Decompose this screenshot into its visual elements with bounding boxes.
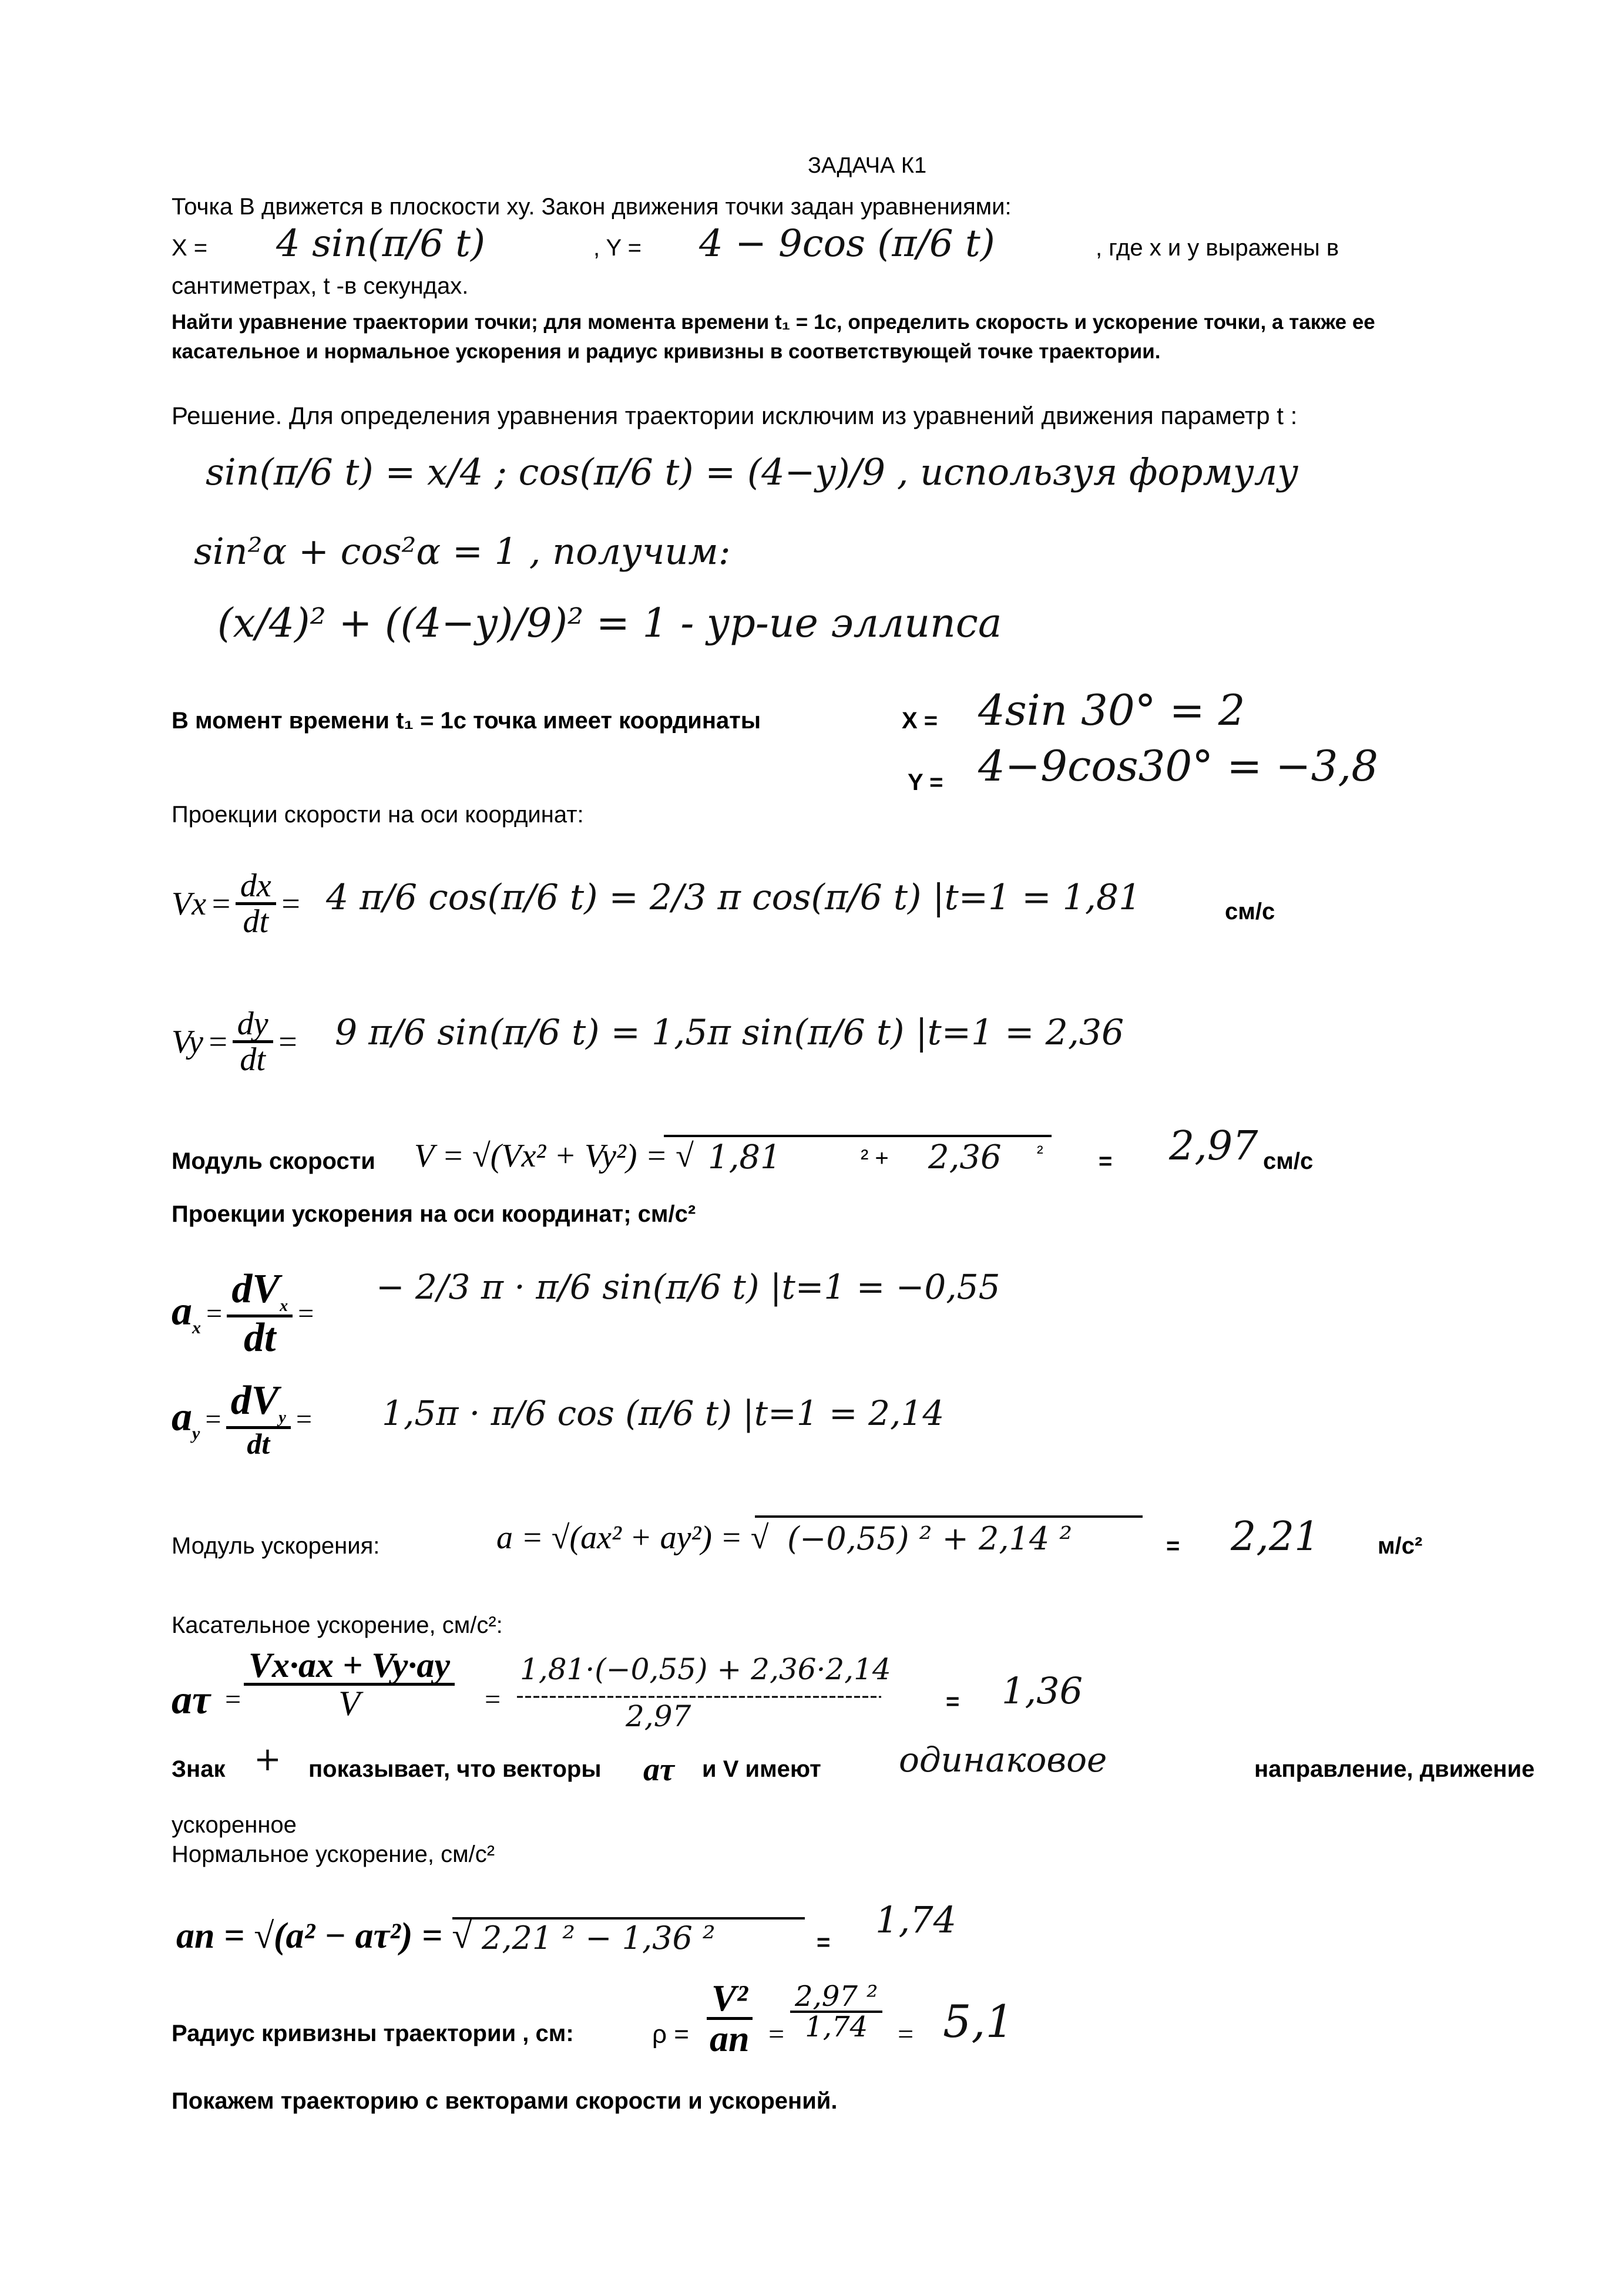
ay-formula: $a_y$ = $\frac{dV_y}{dt}$ = [172,1378,314,1460]
handwritten-ellipse-equation: (x/4)² + ((4−y)/9)² = 1 - ур-ие эллипса [217,600,1002,647]
tangential-hw-bar [517,1695,881,1699]
radius-hw-num: 2,97 ² [790,1982,882,2013]
tangential-hw-num: 1,81·(−0,55) + 2,36·2,14 [520,1652,891,1686]
radius-label: Радиус кривизны траектории , см: [172,2021,574,2046]
y-law-label: , Y = [593,235,642,261]
acceleration-title: Проекции ускорения на оси координат; см/с² [172,1201,696,1227]
tangential-den: V [338,1684,360,1723]
vx-lhs: Vx [172,885,207,922]
footer-text: Покажем траекторию с векторами скорости и ускорений. [172,2088,838,2114]
accel-root-bar [755,1514,1143,1520]
same-direction-word: одинаковое [899,1740,1107,1780]
vx-derivative [236,869,276,938]
accel-modulus-values: (−0,55) ² + 2,14 ² [787,1520,1073,1557]
solution-intro: Решение. Для определения уравнения траектории исключим из уравнений движения параметр t : [172,402,1298,429]
vx-formula: Vx = $\frac{dx}{dt}$ = [172,868,302,940]
radius-den: an [710,2018,750,2059]
ax-den: dt [244,1315,276,1360]
vy-den: dt [240,1041,266,1078]
speed-equals: = [1099,1148,1113,1174]
radius-num: V² [707,1979,753,2020]
sign-label: Знак [172,1756,226,1782]
vy-num: dy [233,1007,273,1043]
ay-den: dt [247,1427,270,1460]
speed-plus: ² + [861,1145,889,1171]
and-v-text: и V имеют [702,1756,821,1782]
accel-modulus-label: Модуль ускорения: [172,1533,380,1559]
tangential-hw-den: 2,97 [626,1699,691,1733]
page-title: ЗАДАЧА К1 [808,153,927,178]
speed-root-bar [664,1134,1052,1139]
coord-y-value: 4−9cos30° = −3,8 [978,741,1379,791]
rho-symbol: ρ = [652,2020,689,2049]
tangential-eq2: = [483,1684,502,1715]
ax-derivative [227,1266,293,1360]
speed-vy-value: 2,36 [928,1138,1002,1176]
accel-equals: = [1166,1533,1180,1559]
radius-hw-fraction [790,1982,882,2041]
tangential-lhs: aτ [172,1678,211,1723]
ax-handwritten: − 2/3 π · π/6 sin(π/6 t) |t=1 = −0,55 [376,1267,1000,1307]
tangential-fraction [244,1648,455,1721]
radius-hw-den: 1,74 [805,2011,868,2043]
vy-lhs: Vy [172,1023,203,1060]
speed-modulus-formula: V = √(Vx² + Vy²) = √ [414,1138,694,1174]
ax-lhs: $a_x$ [172,1288,201,1337]
accel-unit: м/с² [1378,1533,1423,1559]
ax-formula: $a_x$ = $\frac{dV_x}{dt}$ = [172,1266,315,1360]
coords-label: В момент времени t₁ = 1с точка имеет координаты [172,708,761,734]
normal-equals: = [817,1929,831,1955]
vx-den: dt [243,903,269,940]
vy-handwritten: 9 π/6 sin(π/6 t) = 1,5π sin(π/6 t) |t=1 = 2,36 [335,1012,1124,1053]
x-law-equation: 4 sin(π/6 t) [276,222,485,265]
normal-value: 1,74 [875,1898,957,1941]
ax-num: $dV_x$ [227,1269,293,1317]
vx-num: dx [236,869,276,905]
normal-root-bar [452,1916,805,1922]
speed-vx-value: 1,81 [708,1138,781,1176]
accel-modulus-formula: a = √(ax² + ay²) = √ [496,1520,769,1556]
coord-y-label: Y = [908,769,943,795]
tangential-equals: = [946,1689,960,1715]
x-law-label: X = [172,235,208,261]
units-tail: , где x и y выражены в [1096,235,1339,261]
ay-derivative [226,1380,291,1458]
ay-handwritten: 1,5π · π/6 cos (π/6 t) |t=1 = 2,14 [382,1393,945,1433]
tangential-title: Касательное ускорение, см/с²: [172,1612,503,1638]
speed-value: 2,97 [1169,1123,1258,1169]
normal-title: Нормальное ускорение, см/с² [172,1841,495,1867]
velocity-title: Проекции скорости на оси координат: [172,802,584,828]
task-line-2: касательное и нормальное ускорения и радиус кривизны в соответствующей точке траектории. [172,340,1161,363]
handwritten-line-1: sin(π/6 t) = x/4 ; cos(π/6 t) = (4−y)/9 , используя формулу [206,451,1299,493]
radius-value: 5,1 [943,1995,1014,2048]
direction-text: направление, движение [1254,1756,1535,1782]
sign-text: показывает, что векторы [308,1756,602,1782]
task-line-1: Найти уравнение траектории точки; для момента времени t₁ = 1с, определить скорость и ускорение точки, а также ее [172,311,1375,334]
statement-line-1: Точка B движется в плоскости xy. Закон движения точки задан уравнениями: [172,194,1012,220]
radius-eq1: = [767,2019,786,2050]
y-law-equation: 4 − 9cos (π/6 t) [699,222,995,265]
coord-x-value: 4sin 30° = 2 [978,685,1245,735]
speed-square: ² [1037,1142,1043,1163]
ay-num: $dV_y$ [226,1380,291,1429]
tangential-num: Vx·ax + Vy·ay [244,1648,455,1686]
vy-formula: Vy = $\frac{dy}{dt}$ = [172,1006,299,1078]
radius-eq2: = [896,2019,915,2050]
accel-value: 2,21 [1231,1514,1320,1560]
vx-unit: см/с [1225,899,1275,925]
sign-value: + [254,1740,281,1779]
coord-x-label: X = [902,708,938,734]
radius-fraction [705,1979,754,2058]
speed-modulus-label: Модуль скорости [172,1148,375,1174]
vx-handwritten: 4 π/6 cos(π/6 t) = 2/3 π cos(π/6 t) |t=1 = 1,81 [326,877,1141,918]
accelerated-word: ускоренное [172,1812,297,1838]
tangential-value: 1,36 [1002,1669,1083,1712]
handwritten-line-2: sin²α + cos²α = 1 , получим: [194,530,731,573]
speed-unit: см/с [1263,1148,1314,1174]
normal-formula: an = √(a² − aτ²) = √ [176,1916,472,1956]
vy-derivative [233,1007,273,1076]
tangential-eq1: = [223,1684,243,1715]
statement-line-3: сантиметрах, t -в секундах. [172,273,469,299]
normal-values: 2,21 ² − 1,36 ² [482,1920,716,1957]
ay-lhs: $a_y$ [172,1394,200,1443]
vector-a-tau: aτ [643,1752,674,1788]
